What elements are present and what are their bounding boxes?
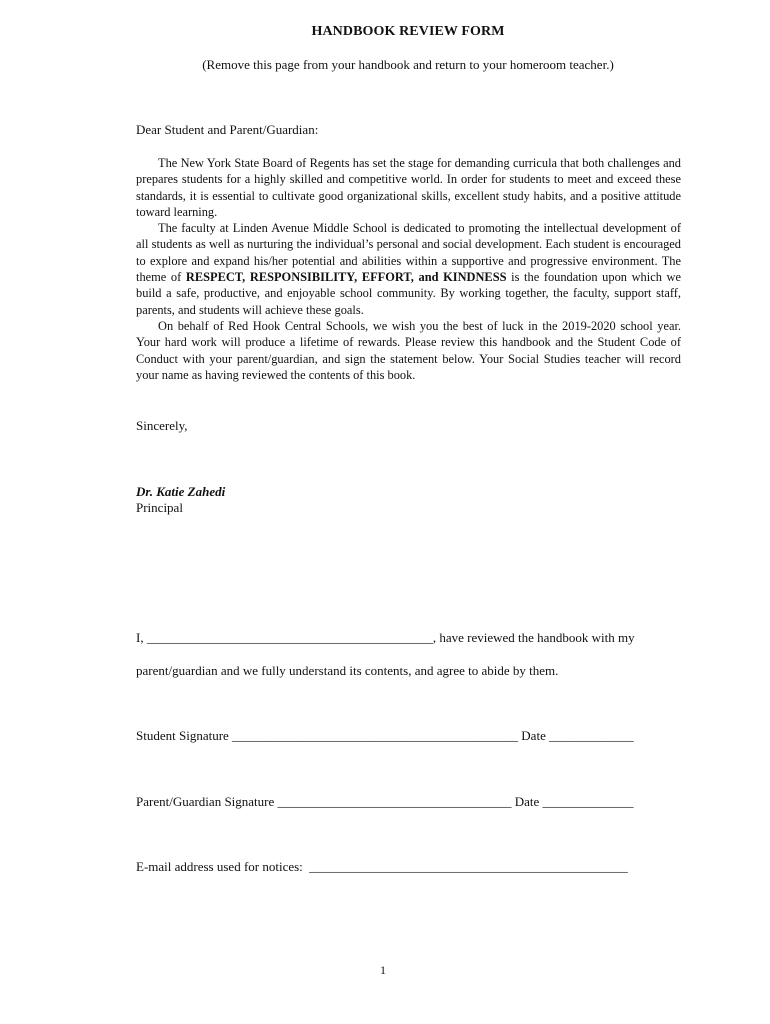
- salutation: Dear Student and Parent/Guardian:: [136, 122, 319, 137]
- parent-signature-field[interactable]: Parent/Guardian Signature ____________________________________ Date ______________: [136, 794, 634, 809]
- signer-name: Dr. Katie Zahedi: [136, 484, 226, 499]
- theme-values: RESPECT, RESPONSIBILITY, EFFORT, and KINDNESS: [185, 270, 507, 285]
- paragraph-2: [136, 220, 681, 318]
- paragraph-3: On behalf of Red Hook Central Schools, we wish you the best of luck in the 2019-2020 school year. Your hard work will produce a lifetime of rewards. Please review this handbook and the Student Code of Conduct with your parent/guardian, and sign the statement below. Your Social Studies teacher will record your name as having reviewed the contents of this book.: [136, 318, 681, 382]
- letter-body: [136, 155, 681, 383]
- closing: Sincerely,: [136, 418, 188, 433]
- paragraph-1: The New York State Board of Regents has set the stage for demanding curricula that both challenges and prepares students for a highly skilled and competitive world. In order for students to meet and exceed these standards, it is essential to cultivate good organizational skills, excellent study habits, and a positive attitude toward learning.: [136, 156, 681, 219]
- student-name-field[interactable]: I, ____________________________________________, have reviewed the handbook with my: [136, 630, 635, 645]
- paragraph-2-end: is the foundation upon which we build a safe, productive, and enjoyable school community. By working together, the faculty, support staff, parents, and students will achieve these goals.: [136, 270, 681, 317]
- signer-title: Principal: [136, 500, 183, 515]
- paragraph-2-start: The faculty at Linden Avenue Middle School is dedicated to promoting the intellectual development of all students as well as nurturing the individual’s personal and social development. Each student is encouraged to explore and expand his/her potential and abilities within a supportive and progressive environment. The theme of: [136, 221, 681, 285]
- student-signature-field[interactable]: Student Signature ____________________________________________ Date _____________: [136, 728, 634, 743]
- agreement-statement: parent/guardian and we fully understand its contents, and agree to abide by them.: [136, 663, 559, 678]
- email-field[interactable]: E-mail address used for notices: _________________________________________________: [136, 859, 628, 874]
- form-subtitle: (Remove this page from your handbook and return to your homeroom teacher.): [202, 57, 614, 72]
- form-title: HANDBOOK REVIEW FORM: [311, 24, 505, 39]
- page-number: 1: [380, 963, 386, 977]
